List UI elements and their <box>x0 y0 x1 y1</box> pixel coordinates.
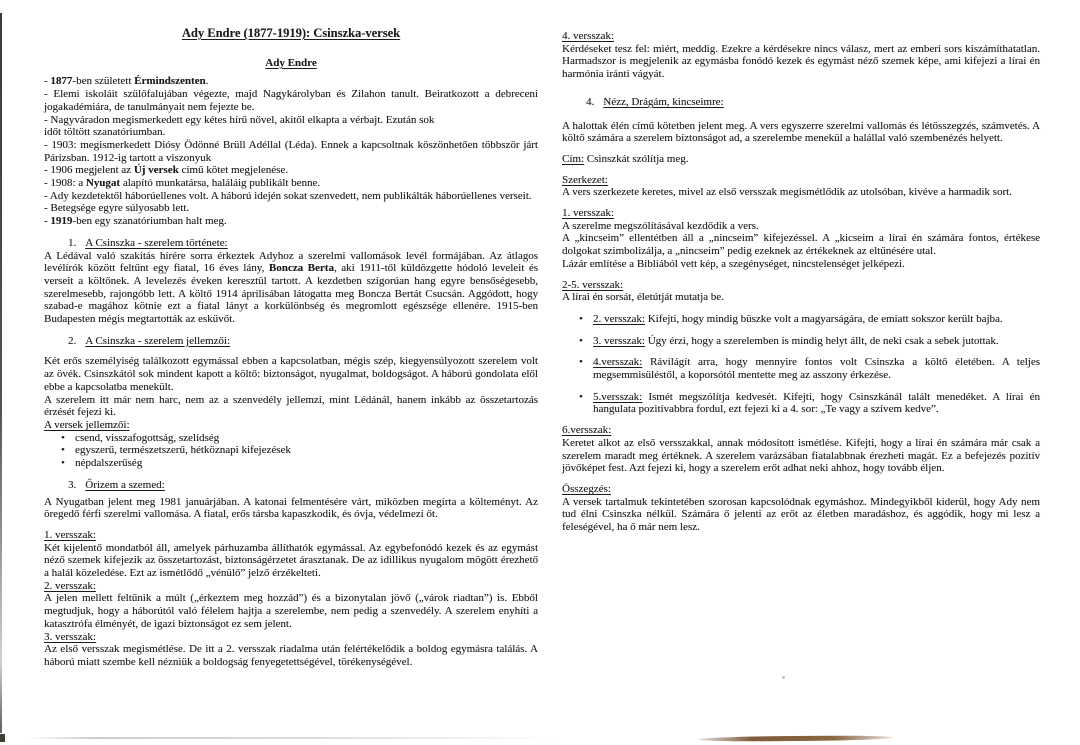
stanza-lead: 1. versszak: <box>44 528 96 541</box>
bio-line: - Ady kezdetektől háborúellenes volt. A háború idején sokat szenvedett, nem publikálták háborúellenes verseit. <box>44 189 532 202</box>
paragraph: Kérdéseket tesz fel: miért, meddig. Ezekre a kérdésekre nincs válasz, mert az emberi sors kiszámíthatatlan. Harmadszor is megjelenik az egymásba fonódó kezek és egymást néző szemek képe, ami kifejezi a lírai én harmónia iránti vágyát. <box>562 42 1040 81</box>
paragraph: Két kijelentő mondatból áll, amelyek párhuzamba állíthatók egymással. Az egybefonódó kezek és az egymást néző szemek kifejezik az összetartozást, biztonságérzetet árasztanak. De az idillikus nyugalom mögött érezhető a halál közeledése. Ezt az ismétlődő „vénülő” jelző érzékelteti. <box>44 541 538 580</box>
scan-speck <box>782 676 785 679</box>
section-number: 4. <box>586 95 595 108</box>
stanza-lead: 2. versszak: <box>44 579 96 592</box>
features-label: A versek jellemzői: <box>44 418 130 431</box>
paragraph: A vers szerkezete keretes, mivel az első versszak megismétlődik az utolsóban, kivéve a harmadik sort. <box>562 186 1012 199</box>
scan-edge-left <box>0 13 2 733</box>
bullet-text: Ismét megszólítja kedvesét. Kifejti, hogy Csinszkánál talált menedéket. A lírai én hangulata pozitívabbra fordul, ezt fejezi ki a 4. sor: „Te vagy a szívem kedve”. <box>593 390 1041 416</box>
paragraph: A jelen mellett feltűnik a múlt („érkeztem meg hozzád”) és a bizonytalan jövő („várok riadtan”) is. Ebből megtudjuk, hogy a háborútól való félelem hajtja a szerelembe, nem pedig a szenvedély. A szerelem enyhíti a katasztrófa élményét, de igazi biztonságot ez sem jelent. <box>44 592 538 630</box>
stanza-lead: 4. versszak: <box>562 30 614 42</box>
bullet-item: • népdalszerűség <box>44 457 538 470</box>
bio-list <box>44 75 538 227</box>
bio-line: - 1908: a Nyugat alapító munkatársa, haláláig publikált benne. <box>44 177 321 190</box>
paragraph: Lázár említése a Bibliából vett kép, a szegénységet, nincstelenséget jelképezi. <box>562 257 905 270</box>
bio-line: - 1903: megismerkedett Diósy Ödönné Brüll Adéllal (Léda). Ennek a kapcsoltnak köszönhetően többször járt Párizsban. 1912-ig tartott a viszonyuk <box>44 138 538 164</box>
left-column <box>44 0 538 669</box>
paragraph: A Lédával való szakítás hírére sorra érkeztek Adyhoz a szerelmi vallomások levél formájában. Az átlagos levélírók között feltűnt egy fiatal, 16 éves lány, Boncza Berta, aki 1911-től küldözgette hódoló leveleit és verseit a költőnek. A levelezés éveken keresztül tartott. A kezdetben szigorúan hang egyre bensőségesebb, szerelmesebb, rajongóbb lett. A költő 1914 áprilisában látogatta meg Boncza Bertát Csucsán. Aggódott, hogy szabad-e magához kötnie ezt a fiatal lányt a korkülönbség és megromlott egészsége ellenére. 1915-ben Budapesten mégis megtartották az esküvőt. <box>44 249 539 326</box>
stanza-lead: 2-5. versszak: <box>562 278 624 291</box>
cim-line <box>562 153 1040 166</box>
paragraph: A szerelem itt már nem harc, nem az a szenvedély jellemzi, mint Lédánál, hanem inkább az összetartozás érzését fejezi ki. <box>44 393 538 419</box>
bullet-item <box>562 335 1040 348</box>
section-title: Őrizem a szemed: <box>85 478 165 491</box>
paragraph: A Nyugatban jelent meg 1981 januárjában. A katonai felmentésére várt, miközben megírta a költeményt. Az öregedő férfi szerelmi vallomása. A fiatal, erős társba kapaszkodik, és óvja, védelmezi őt. <box>44 495 538 521</box>
section-4-heading <box>562 96 1040 109</box>
document-subtitle: Ady Endre <box>265 56 317 69</box>
paragraph: A versek tartalmuk tekintetében szorosan kapcsolódnak egymáshoz. Mindegyikből kiderül, hogy Ady nem tud élni Csinszka nélkül. Számára ő jelenti az erőt az életben maradáshoz, és aggódik, hogy mi lesz a feleségével, ha ő már nem lesz. <box>562 495 1040 534</box>
bullet-item <box>562 356 1040 381</box>
stanza-lead: 3. versszak: <box>44 630 96 643</box>
bullet-lead: 3. versszak: <box>593 334 645 347</box>
paragraph: A „kincseim” ellentétben áll a „nincseim” kifejezéssel. A „kicseim a lírai én számára fontos, értékese dolgokat szimbolizálja, a „nincseim” pedig ezeknek az értékeknek az eltűnésére utal. <box>562 232 1040 258</box>
summary-label: Összegzés: <box>562 482 611 495</box>
paragraph: A halottak élén című kötetben jelent meg. A vers egyszerre szerelmi vallomás és létösszegzés, számvetés. A költő számára a szerelem biztonságot ad, a szerelembe menekül a halállal való szembenézés helyett. <box>562 119 1040 145</box>
section-number: 2. <box>68 334 77 347</box>
cim-text: Csinszkát szólítja meg. <box>586 152 689 165</box>
bullet-item: • egyszerű, természetszerű, hétköznapi kifejezések <box>44 444 538 457</box>
section-3-heading <box>44 479 538 492</box>
section-title: A Csinszka - szerelem története: <box>85 236 228 249</box>
bio-line: - 1906 megjelent az Új versek című kötet megjelenése. <box>44 164 289 177</box>
section-number: 3. <box>68 478 77 491</box>
stanza-bullet-list <box>562 313 1040 416</box>
paragraph: Keretet alkot az első versszakkal, annak módosított ismétlése. Kifejti, hogy a lírai én számára már csak a szerelem maradt meg értéknek. A szerelem varázsában fiatalabbnak érezheti magát. Ez a befejezés pozitív jövőképet fest. Azt fejezi ki, hogy a szerelem erőt adhat neki ahhoz, hogy tovább éljen. <box>562 436 1040 475</box>
paragraph: A szerelme megszólításával kezdődik a vers. <box>562 219 759 232</box>
bio-line: - Nagyváradon megismerkedett egy kétes hírű nővel, akitől elkapta a vérbajt. Ezután sok <box>44 113 435 126</box>
bullet-item <box>562 313 1040 326</box>
document-title: Ady Endre (1877-1919): Csinszka-versek <box>181 26 401 40</box>
bullet-text: Rávilágít arra, hogy mennyire fontos volt Csinszka a költő életében. A teljes megsemmisüléstől, a koporsótól mentette meg az asszony érkezése. <box>593 356 1040 382</box>
bio-line: - 1877-ben született Érmindszenten. <box>44 75 209 88</box>
section-title: A Csinszka - szerelem jellemzői: <box>85 334 231 347</box>
scan-speck-bottom-left <box>0 734 5 742</box>
bio-line: időt töltött szanatóriumban. <box>44 126 166 139</box>
features-list <box>44 432 538 470</box>
bullet-item <box>562 391 1040 416</box>
paragraph: A lírai én sorsát, életútját mutatja be. <box>562 291 724 304</box>
stanza-lead: 1. versszak: <box>562 207 614 220</box>
bullet-item: • csend, visszafogottság, szelídség <box>44 432 538 445</box>
szerkezet-label: Szerkezet: <box>562 173 608 186</box>
cim-label: Cím: <box>562 152 585 165</box>
section-2-heading <box>44 335 538 348</box>
scan-edge-bottom <box>28 737 560 739</box>
paragraph: Az első versszak megismétlése. De itt a 2. versszak riadalma után felértékelődik a boldog egymásra találás. A háború miatt szembe kell nézniük a boldogság fenyegetettségével, törékenységével. <box>44 643 538 668</box>
scan-edge-bottom-shadow <box>698 735 893 742</box>
section-number: 1. <box>68 236 77 249</box>
bullet-text: Úgy érzi, hogy a szerelemben is mindig helyt állt, de neki csak a sebek jutottak. <box>647 334 999 347</box>
paragraph: Két erős személyiség találkozott egymással ebben a kapcsolatban, mégis szép, kiegyensúlyozott szerelem volt az övék. Csinszkától sok mindent kapott a költő: biztonságot, nyugalmat, boldogságot. A háború gondolata elől ebbe a kapcsolatba menekült. <box>44 355 538 393</box>
bullet-lead: 5.versszak: <box>593 390 643 403</box>
section-title: Nézz, Drágám, kincseimre: <box>603 95 724 108</box>
bullet-text: Kifejti, hogy mindig büszke volt a magyarságára, de emiatt sokszor került bajba. <box>647 312 1003 325</box>
bullet-lead: 4.versszak: <box>593 356 643 369</box>
bullet-lead: 2. versszak: <box>593 312 645 325</box>
bio-line: - Betegsége egyre súlyosabb lett. <box>44 202 190 215</box>
section-1-heading <box>44 237 538 250</box>
right-column <box>562 0 1040 534</box>
bio-line: - Elemi iskoláit szülőfalujában végezte, majd Nagykárolyban és Zilahon tanult. Beiratkozott a debreceni jogakadémiára, de tanulmányait nem fejezte be. <box>44 88 538 113</box>
bio-line: - 1919-ben egy szanatóriumban halt meg. <box>44 215 227 228</box>
stanza-lead: 6.versszak: <box>562 424 612 437</box>
